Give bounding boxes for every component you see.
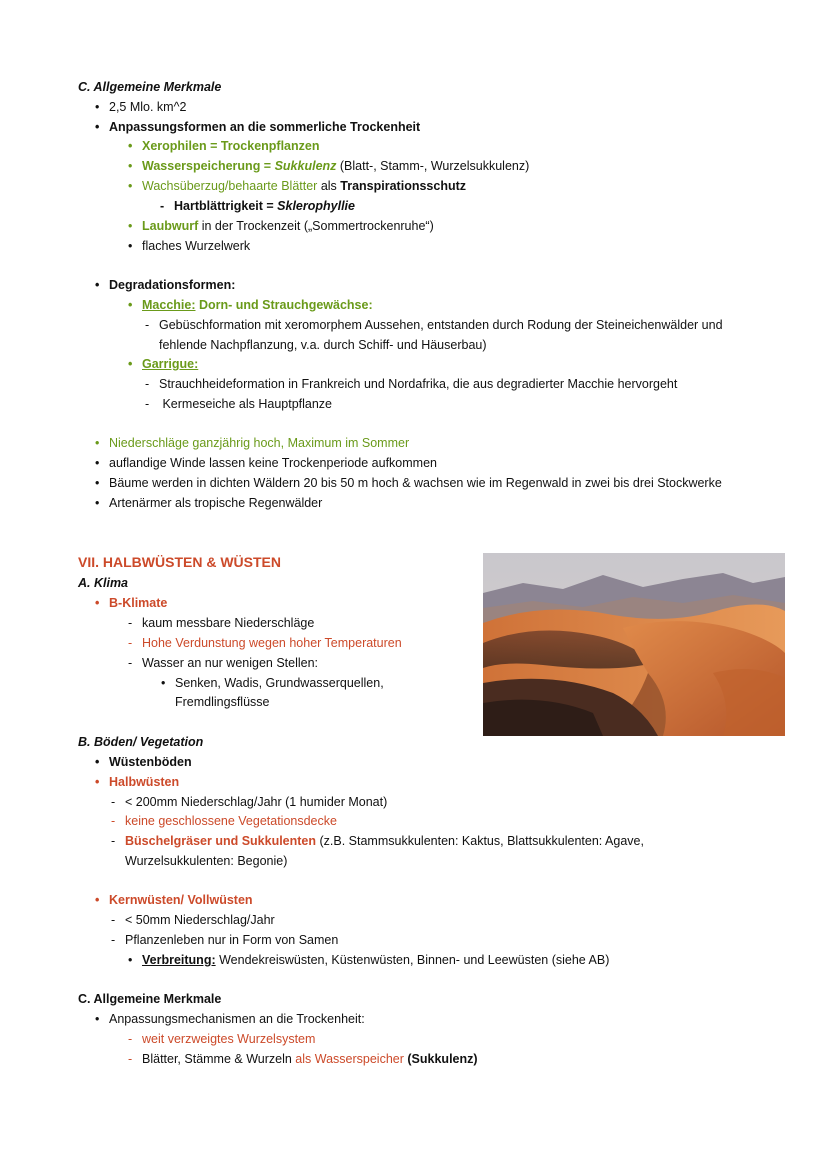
- heading-allgemeine-merkmale-2: C. Allgemeine Merkmale: [78, 992, 222, 1006]
- list-item: • auflandige Winde lassen keine Trockenperiode aufkommen: [95, 456, 437, 470]
- desert-dunes-photo: [483, 553, 785, 736]
- section-title: VII. HALBWÜSTEN & WÜSTEN: [78, 554, 281, 570]
- list-item: • Garrigue:: [128, 357, 199, 371]
- list-item: - Strauchheideformation in Frankreich und Nordafrika, die aus degradierter Macchie hervorgeht: [145, 377, 678, 391]
- list-item: • Halbwüsten: [95, 775, 180, 789]
- list-item: • Wüstenböden: [95, 755, 192, 769]
- list-item: • Bäume werden in dichten Wäldern 20 bis 50 m hoch & wachsen wie im Regenwald in zwei bis drei Stockwerke: [95, 476, 722, 490]
- list-item: • flaches Wurzelwerk: [128, 239, 251, 253]
- list-item-continuation: fehlende Nachpflanzung, v.a. durch Schiff- und Häuserbau): [159, 338, 487, 352]
- list-item: • Wasserspeicherung = Sukkulenz (Blatt-, Stamm-, Wurzelsukkulenz): [128, 159, 530, 173]
- heading-boeden-vegetation: B. Böden/ Vegetation: [78, 735, 204, 749]
- list-item: - Pflanzenleben nur in Form von Samen: [111, 933, 339, 947]
- list-item: - Blätter, Stämme & Wurzeln als Wasserspeicher (Sukkulenz): [128, 1052, 478, 1066]
- list-item: • 2,5 Mlo. km^2: [95, 100, 187, 114]
- list-item: - weit verzweigtes Wurzelsystem: [128, 1032, 316, 1046]
- heading-allgemeine-merkmale-1: C. Allgemeine Merkmale: [78, 80, 222, 94]
- list-item: • Macchie: Dorn- und Strauchgewächse:: [128, 298, 373, 312]
- list-item: • Xerophilen = Trockenpflanzen: [128, 139, 320, 153]
- list-item: • Anpassungsformen an die sommerliche Trockenheit: [95, 120, 421, 134]
- list-item: - < 200mm Niederschlag/Jahr (1 humider Monat): [111, 795, 388, 809]
- list-item: • Kernwüsten/ Vollwüsten: [95, 893, 253, 907]
- desert-dunes-illustration: [483, 553, 785, 736]
- list-item: • Degradationsformen:: [95, 278, 236, 292]
- list-item: • Niederschläge ganzjährig hoch, Maximum im Sommer: [95, 436, 410, 450]
- list-item: - Hohe Verdunstung wegen hoher Temperaturen: [128, 636, 402, 650]
- list-item: • Wachsüberzug/behaarte Blätter als Transpirationsschutz: [128, 179, 467, 193]
- list-item: - kaum messbare Niederschläge: [128, 616, 315, 630]
- list-item: • Anpassungsmechanismen an die Trockenheit:: [95, 1012, 365, 1026]
- list-item: - Hartblättrigkeit = Sklerophyllie: [160, 199, 355, 213]
- list-item: - Gebüschformation mit xeromorphem Aussehen, entstanden durch Rodung der Steineichenwälder und: [145, 318, 723, 332]
- list-item: • Senken, Wadis, Grundwasserquellen,: [161, 676, 384, 690]
- list-item: • Verbreitung: Wendekreiswüsten, Küstenwüsten, Binnen- und Leewüsten (siehe AB): [128, 953, 610, 967]
- list-item: • Artenärmer als tropische Regenwälder: [95, 496, 323, 510]
- list-item: - keine geschlossene Vegetationsdecke: [111, 814, 337, 828]
- list-item: - < 50mm Niederschlag/Jahr: [111, 913, 275, 927]
- list-item: - Kermeseiche als Hauptpflanze: [145, 397, 333, 411]
- list-item-continuation: Fremdlingsflüsse: [175, 695, 270, 709]
- list-item: - Büschelgräser und Sukkulenten (z.B. Stammsukkulenten: Kaktus, Blattsukkulenten: Agave,: [111, 834, 644, 848]
- list-item-continuation: Wurzelsukkulenten: Begonie): [125, 854, 288, 868]
- list-item: • B-Klimate: [95, 596, 168, 610]
- list-item: • Laubwurf in der Trockenzeit („Sommertrockenruhe“): [128, 219, 434, 233]
- list-item: - Wasser an nur wenigen Stellen:: [128, 656, 319, 670]
- heading-klima: A. Klima: [78, 576, 129, 590]
